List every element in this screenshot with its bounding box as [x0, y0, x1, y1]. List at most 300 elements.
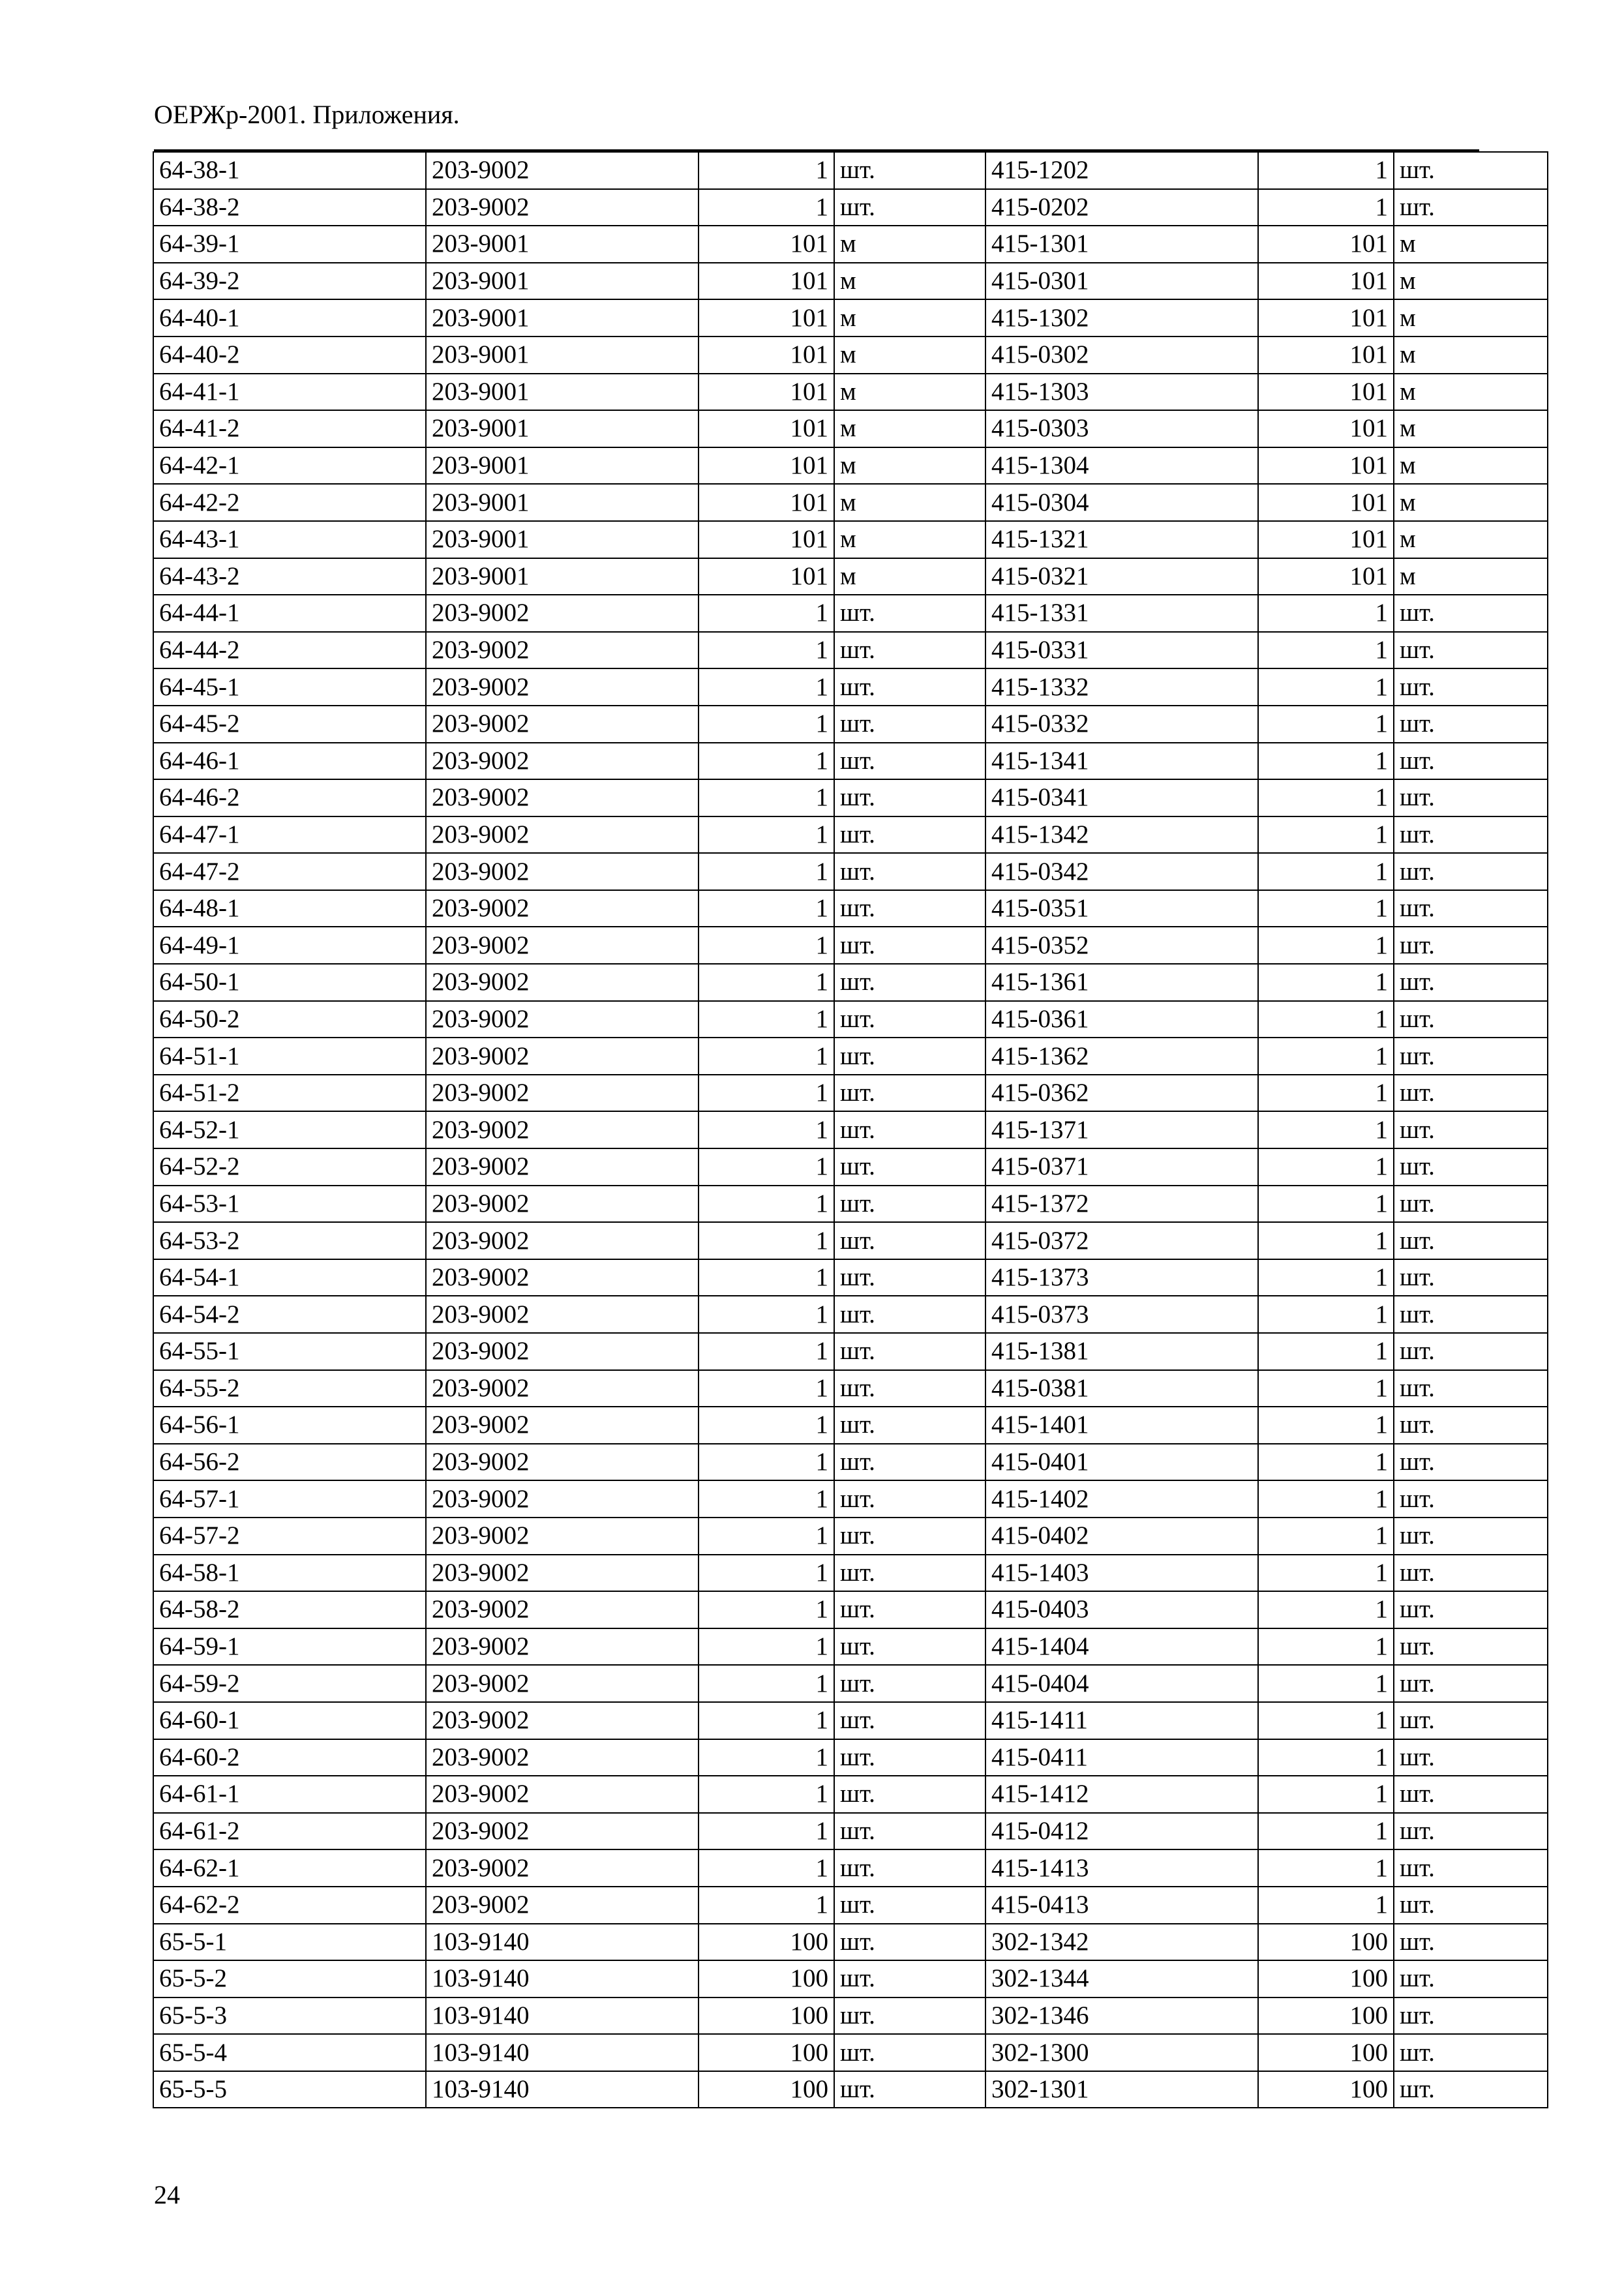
- quantity-cell: 101: [699, 226, 834, 263]
- quantity-cell: 1: [699, 964, 834, 1001]
- resource-code-cell: 203-9002: [426, 706, 699, 743]
- quantity-cell: 100: [699, 1924, 834, 1961]
- resource-code-cell: 103-9140: [426, 1960, 699, 1997]
- table-row: [153, 706, 1548, 743]
- replacement-unit-cell: шт.: [1394, 706, 1548, 743]
- resource-code-cell: 203-9001: [426, 374, 699, 411]
- replacement-code-cell: 302-1301: [985, 2071, 1258, 2108]
- unit-cell: шт.: [834, 1370, 985, 1407]
- table-row: [153, 1222, 1548, 1259]
- unit-cell: м: [834, 337, 985, 374]
- quantity-cell: 1: [699, 890, 834, 927]
- resource-code-cell: 203-9001: [426, 484, 699, 521]
- rate-code-cell: 65-5-2: [153, 1960, 426, 1997]
- quantity-cell: 1: [699, 1887, 834, 1924]
- unit-cell: шт.: [834, 816, 985, 854]
- replacement-quantity-cell: 1: [1258, 1296, 1394, 1333]
- resource-code-cell: 203-9002: [426, 1148, 699, 1186]
- quantity-cell: 1: [699, 1849, 834, 1887]
- table-row: [153, 484, 1548, 521]
- quantity-cell: 1: [699, 816, 834, 854]
- quantity-cell: 1: [699, 1333, 834, 1370]
- replacement-code-cell: 415-1202: [985, 152, 1258, 189]
- table-row: [153, 1259, 1548, 1296]
- replacement-quantity-cell: 1: [1258, 1186, 1394, 1223]
- rate-code-cell: 64-58-2: [153, 1591, 426, 1628]
- rate-code-cell: 64-57-2: [153, 1518, 426, 1555]
- resource-code-cell: 203-9002: [426, 152, 699, 189]
- replacement-quantity-cell: 1: [1258, 1038, 1394, 1075]
- unit-cell: шт.: [834, 1407, 985, 1444]
- unit-cell: м: [834, 484, 985, 521]
- resource-code-cell: 203-9002: [426, 1665, 699, 1702]
- replacement-quantity-cell: 1: [1258, 853, 1394, 890]
- replacement-code-cell: 415-0351: [985, 890, 1258, 927]
- rate-code-cell: 64-51-1: [153, 1038, 426, 1075]
- resource-code-cell: 203-9002: [426, 816, 699, 854]
- replacement-quantity-cell: 1: [1258, 1702, 1394, 1739]
- replacement-quantity-cell: 1: [1258, 890, 1394, 927]
- rate-code-cell: 64-50-2: [153, 1001, 426, 1038]
- replacement-quantity-cell: 1: [1258, 1628, 1394, 1666]
- quantity-cell: 1: [699, 668, 834, 706]
- table-row: [153, 1370, 1548, 1407]
- replacement-quantity-cell: 1: [1258, 1001, 1394, 1038]
- rate-code-cell: 64-42-2: [153, 484, 426, 521]
- table-row: [153, 890, 1548, 927]
- replacement-quantity-cell: 101: [1258, 447, 1394, 485]
- quantity-cell: 1: [699, 1111, 834, 1148]
- unit-cell: шт.: [834, 706, 985, 743]
- resource-code-cell: 203-9001: [426, 299, 699, 337]
- rate-code-cell: 64-39-2: [153, 263, 426, 300]
- replacement-code-cell: 415-0372: [985, 1222, 1258, 1259]
- resource-code-cell: 203-9001: [426, 410, 699, 447]
- rate-code-cell: 64-54-1: [153, 1259, 426, 1296]
- replacement-unit-cell: шт.: [1394, 1259, 1548, 1296]
- replacement-unit-cell: шт.: [1394, 1186, 1548, 1223]
- resource-code-cell: 203-9002: [426, 1739, 699, 1776]
- replacement-quantity-cell: 1: [1258, 189, 1394, 226]
- unit-cell: шт.: [834, 1924, 985, 1961]
- quantity-cell: 101: [699, 447, 834, 485]
- resource-code-cell: 203-9002: [426, 1887, 699, 1924]
- page-number: 24: [154, 2180, 180, 2209]
- replacement-quantity-cell: 100: [1258, 1997, 1394, 2035]
- rate-code-cell: 64-58-1: [153, 1555, 426, 1592]
- rate-code-cell: 65-5-5: [153, 2071, 426, 2108]
- replacement-unit-cell: шт.: [1394, 1148, 1548, 1186]
- rate-code-cell: 64-44-2: [153, 632, 426, 669]
- quantity-cell: 1: [699, 1148, 834, 1186]
- replacement-unit-cell: шт.: [1394, 1075, 1548, 1112]
- replacement-code-cell: 415-0371: [985, 1148, 1258, 1186]
- unit-cell: м: [834, 447, 985, 485]
- table-row: [153, 964, 1548, 1001]
- resource-code-cell: 203-9002: [426, 1702, 699, 1739]
- replacement-quantity-cell: 1: [1258, 1887, 1394, 1924]
- table-row: [153, 1628, 1548, 1666]
- rate-code-cell: 64-56-1: [153, 1407, 426, 1444]
- replacement-code-cell: 415-0302: [985, 337, 1258, 374]
- quantity-cell: 1: [699, 1186, 834, 1223]
- unit-cell: м: [834, 299, 985, 337]
- replacement-unit-cell: шт.: [1394, 1370, 1548, 1407]
- quantity-cell: 1: [699, 1480, 834, 1518]
- replacement-code-cell: 415-1413: [985, 1849, 1258, 1887]
- replacement-unit-cell: шт.: [1394, 595, 1548, 632]
- replacement-unit-cell: шт.: [1394, 2071, 1548, 2108]
- replacement-quantity-cell: 1: [1258, 668, 1394, 706]
- replacement-unit-cell: шт.: [1394, 1813, 1548, 1850]
- table-row: [153, 1665, 1548, 1702]
- replacement-code-cell: 415-0361: [985, 1001, 1258, 1038]
- rate-code-cell: 64-38-2: [153, 189, 426, 226]
- unit-cell: м: [834, 521, 985, 558]
- table-row: [153, 558, 1548, 595]
- rate-code-cell: 64-49-1: [153, 927, 426, 964]
- table-row: [153, 1739, 1548, 1776]
- replacement-unit-cell: шт.: [1394, 1887, 1548, 1924]
- quantity-cell: 1: [699, 1259, 834, 1296]
- replacement-quantity-cell: 1: [1258, 816, 1394, 854]
- table-row: [153, 1776, 1548, 1813]
- replacement-code-cell: 302-1342: [985, 1924, 1258, 1961]
- resource-code-cell: 203-9002: [426, 1222, 699, 1259]
- resource-code-cell: 203-9001: [426, 226, 699, 263]
- replacement-quantity-cell: 1: [1258, 1075, 1394, 1112]
- table-row: [153, 337, 1548, 374]
- unit-cell: м: [834, 226, 985, 263]
- replacement-unit-cell: шт.: [1394, 853, 1548, 890]
- replacement-unit-cell: шт.: [1394, 1924, 1548, 1961]
- rate-code-cell: 64-59-2: [153, 1665, 426, 1702]
- replacement-quantity-cell: 1: [1258, 1259, 1394, 1296]
- quantity-cell: 1: [699, 1038, 834, 1075]
- quantity-cell: 1: [699, 1628, 834, 1666]
- replacement-quantity-cell: 101: [1258, 337, 1394, 374]
- replacement-quantity-cell: 1: [1258, 595, 1394, 632]
- replacement-code-cell: 415-0404: [985, 1665, 1258, 1702]
- rate-code-cell: 64-54-2: [153, 1296, 426, 1333]
- quantity-cell: 101: [699, 521, 834, 558]
- replacement-code-cell: 415-0301: [985, 263, 1258, 300]
- table-row: [153, 1924, 1548, 1961]
- replacement-code-cell: 415-1321: [985, 521, 1258, 558]
- rate-code-cell: 64-52-1: [153, 1111, 426, 1148]
- rate-code-cell: 65-5-4: [153, 2034, 426, 2071]
- replacement-unit-cell: шт.: [1394, 1849, 1548, 1887]
- unit-cell: шт.: [834, 1960, 985, 1997]
- unit-cell: шт.: [834, 1480, 985, 1518]
- replacement-code-cell: 415-0411: [985, 1739, 1258, 1776]
- replacement-unit-cell: шт.: [1394, 1739, 1548, 1776]
- table-row: [153, 226, 1548, 263]
- table-body: [153, 152, 1548, 2108]
- rate-code-cell: 64-62-1: [153, 1849, 426, 1887]
- rate-code-cell: 64-44-1: [153, 595, 426, 632]
- replacement-unit-cell: шт.: [1394, 890, 1548, 927]
- table-row: [153, 1444, 1548, 1481]
- rate-code-cell: 64-46-2: [153, 779, 426, 816]
- replacement-quantity-cell: 1: [1258, 779, 1394, 816]
- resource-code-cell: 203-9002: [426, 1001, 699, 1038]
- unit-cell: шт.: [834, 1111, 985, 1148]
- replacement-quantity-cell: 101: [1258, 410, 1394, 447]
- replacement-unit-cell: шт.: [1394, 1222, 1548, 1259]
- replacement-unit-cell: шт.: [1394, 1001, 1548, 1038]
- replacement-code-cell: 415-0362: [985, 1075, 1258, 1112]
- replacement-unit-cell: м: [1394, 521, 1548, 558]
- rate-code-cell: 64-60-2: [153, 1739, 426, 1776]
- rate-code-cell: 64-42-1: [153, 447, 426, 485]
- table-row: [153, 1186, 1548, 1223]
- replacement-code-cell: 415-0321: [985, 558, 1258, 595]
- replacement-code-cell: 415-0303: [985, 410, 1258, 447]
- rate-code-cell: 64-60-1: [153, 1702, 426, 1739]
- replacement-quantity-cell: 1: [1258, 1591, 1394, 1628]
- quantity-cell: 1: [699, 743, 834, 780]
- replacement-code-cell: 415-1331: [985, 595, 1258, 632]
- replacement-code-cell: 302-1344: [985, 1960, 1258, 1997]
- replacement-unit-cell: шт.: [1394, 1407, 1548, 1444]
- unit-cell: шт.: [834, 1776, 985, 1813]
- quantity-cell: 101: [699, 558, 834, 595]
- replacement-quantity-cell: 1: [1258, 1665, 1394, 1702]
- rate-code-cell: 65-5-1: [153, 1924, 426, 1961]
- rate-code-cell: 64-40-1: [153, 299, 426, 337]
- replacement-quantity-cell: 1: [1258, 743, 1394, 780]
- replacement-quantity-cell: 1: [1258, 1776, 1394, 1813]
- replacement-quantity-cell: 101: [1258, 226, 1394, 263]
- rate-code-cell: 64-53-1: [153, 1186, 426, 1223]
- replacement-code-cell: 302-1300: [985, 2034, 1258, 2071]
- rate-code-cell: 64-43-1: [153, 521, 426, 558]
- unit-cell: шт.: [834, 1075, 985, 1112]
- replacement-unit-cell: м: [1394, 558, 1548, 595]
- quantity-cell: 101: [699, 337, 834, 374]
- replacement-unit-cell: м: [1394, 226, 1548, 263]
- resource-code-cell: 203-9001: [426, 337, 699, 374]
- unit-cell: м: [834, 558, 985, 595]
- replacement-unit-cell: шт.: [1394, 2034, 1548, 2071]
- resource-code-cell: 203-9002: [426, 1038, 699, 1075]
- rate-code-cell: 64-55-1: [153, 1333, 426, 1370]
- table-row: [153, 1702, 1548, 1739]
- resource-code-cell: 203-9001: [426, 447, 699, 485]
- table-row: [153, 816, 1548, 854]
- replacement-unit-cell: шт.: [1394, 964, 1548, 1001]
- replacement-unit-cell: м: [1394, 410, 1548, 447]
- quantity-cell: 1: [699, 1518, 834, 1555]
- quantity-cell: 101: [699, 410, 834, 447]
- replacement-unit-cell: шт.: [1394, 1555, 1548, 1592]
- resource-code-cell: 203-9001: [426, 521, 699, 558]
- replacement-code-cell: 415-1381: [985, 1333, 1258, 1370]
- resource-code-cell: 203-9002: [426, 1075, 699, 1112]
- resource-code-cell: 203-9001: [426, 263, 699, 300]
- replacement-unit-cell: шт.: [1394, 1776, 1548, 1813]
- replacement-quantity-cell: 1: [1258, 1555, 1394, 1592]
- quantity-cell: 101: [699, 263, 834, 300]
- replacement-quantity-cell: 1: [1258, 1222, 1394, 1259]
- quantity-cell: 1: [699, 853, 834, 890]
- unit-cell: шт.: [834, 1628, 985, 1666]
- rate-code-cell: 64-41-2: [153, 410, 426, 447]
- resource-code-cell: 203-9002: [426, 668, 699, 706]
- replacement-unit-cell: шт.: [1394, 1628, 1548, 1666]
- resource-code-cell: 203-9002: [426, 964, 699, 1001]
- table-row: [153, 410, 1548, 447]
- replacement-code-cell: 415-0342: [985, 853, 1258, 890]
- table-row: [153, 1849, 1548, 1887]
- rate-code-cell: 64-41-1: [153, 374, 426, 411]
- table-row: [153, 2034, 1548, 2071]
- replacement-code-cell: 415-1341: [985, 743, 1258, 780]
- quantity-cell: 100: [699, 1997, 834, 2035]
- table-row: [153, 299, 1548, 337]
- unit-cell: шт.: [834, 779, 985, 816]
- replacement-code-cell: 415-1342: [985, 816, 1258, 854]
- unit-cell: шт.: [834, 1665, 985, 1702]
- quantity-cell: 1: [699, 1444, 834, 1481]
- quantity-cell: 100: [699, 2034, 834, 2071]
- unit-cell: шт.: [834, 595, 985, 632]
- table-row: [153, 1887, 1548, 1924]
- rate-code-cell: 64-53-2: [153, 1222, 426, 1259]
- replacement-unit-cell: шт.: [1394, 1444, 1548, 1481]
- replacement-quantity-cell: 101: [1258, 558, 1394, 595]
- unit-cell: шт.: [834, 1997, 985, 2035]
- unit-cell: шт.: [834, 1148, 985, 1186]
- replacement-code-cell: 415-1404: [985, 1628, 1258, 1666]
- replacement-code-cell: 415-1304: [985, 447, 1258, 485]
- replacement-code-cell: 415-1301: [985, 226, 1258, 263]
- unit-cell: м: [834, 263, 985, 300]
- quantity-cell: 1: [699, 1739, 834, 1776]
- rate-code-cell: 64-40-2: [153, 337, 426, 374]
- table-row: [153, 668, 1548, 706]
- resource-code-cell: 203-9002: [426, 1555, 699, 1592]
- unit-cell: шт.: [834, 1259, 985, 1296]
- table-row: [153, 1038, 1548, 1075]
- table-row: [153, 632, 1548, 669]
- replacement-unit-cell: шт.: [1394, 1960, 1548, 1997]
- unit-cell: шт.: [834, 1555, 985, 1592]
- table-row: [153, 1333, 1548, 1370]
- rate-code-cell: 64-61-2: [153, 1813, 426, 1850]
- unit-cell: шт.: [834, 1333, 985, 1370]
- unit-cell: шт.: [834, 1887, 985, 1924]
- resource-code-cell: 103-9140: [426, 2071, 699, 2108]
- replacement-code-cell: 415-1303: [985, 374, 1258, 411]
- quantity-cell: 1: [699, 1813, 834, 1850]
- replacement-unit-cell: м: [1394, 374, 1548, 411]
- table-row: [153, 853, 1548, 890]
- unit-cell: шт.: [834, 1702, 985, 1739]
- replacement-code-cell: 415-0202: [985, 189, 1258, 226]
- table-row: [153, 1591, 1548, 1628]
- rate-code-cell: 64-38-1: [153, 152, 426, 189]
- unit-cell: шт.: [834, 2034, 985, 2071]
- quantity-cell: 1: [699, 1591, 834, 1628]
- quantity-cell: 1: [699, 189, 834, 226]
- quantity-cell: 1: [699, 1370, 834, 1407]
- replacement-code-cell: 415-1411: [985, 1702, 1258, 1739]
- replacement-quantity-cell: 1: [1258, 1407, 1394, 1444]
- replacement-quantity-cell: 1: [1258, 1370, 1394, 1407]
- unit-cell: м: [834, 410, 985, 447]
- replacement-unit-cell: м: [1394, 299, 1548, 337]
- replacement-unit-cell: м: [1394, 447, 1548, 485]
- rate-code-cell: 64-52-2: [153, 1148, 426, 1186]
- replacement-quantity-cell: 100: [1258, 2034, 1394, 2071]
- resource-code-cell: 203-9002: [426, 1407, 699, 1444]
- replacement-quantity-cell: 1: [1258, 1813, 1394, 1850]
- resource-code-cell: 203-9002: [426, 189, 699, 226]
- unit-cell: шт.: [834, 1001, 985, 1038]
- replacement-code-cell: 415-1362: [985, 1038, 1258, 1075]
- rate-code-cell: 64-62-2: [153, 1887, 426, 1924]
- resource-code-cell: 203-9002: [426, 1370, 699, 1407]
- table-row: [153, 189, 1548, 226]
- table-row: [153, 1001, 1548, 1038]
- replacement-code-cell: 415-0413: [985, 1887, 1258, 1924]
- unit-cell: шт.: [834, 2071, 985, 2108]
- quantity-cell: 1: [699, 595, 834, 632]
- table-row: [153, 927, 1548, 964]
- table-row: [153, 1518, 1548, 1555]
- table-row: [153, 1407, 1548, 1444]
- quantity-cell: 1: [699, 1296, 834, 1333]
- quantity-cell: 100: [699, 2071, 834, 2108]
- replacement-code-cell: 415-0341: [985, 779, 1258, 816]
- replacement-quantity-cell: 1: [1258, 1480, 1394, 1518]
- unit-cell: шт.: [834, 152, 985, 189]
- rate-code-cell: 64-45-2: [153, 706, 426, 743]
- resource-code-cell: 103-9140: [426, 1924, 699, 1961]
- unit-cell: шт.: [834, 668, 985, 706]
- page-header: ОЕРЖр-2001. Приложения.: [154, 100, 460, 129]
- resource-code-cell: 203-9002: [426, 890, 699, 927]
- replacement-code-cell: 415-0412: [985, 1813, 1258, 1850]
- rate-code-cell: 64-55-2: [153, 1370, 426, 1407]
- resource-code-cell: 103-9140: [426, 1997, 699, 2035]
- resource-code-cell: 203-9002: [426, 1296, 699, 1333]
- quantity-cell: 1: [699, 152, 834, 189]
- replacement-code-cell: 415-1373: [985, 1259, 1258, 1296]
- replacement-quantity-cell: 1: [1258, 1739, 1394, 1776]
- replacement-unit-cell: шт.: [1394, 816, 1548, 854]
- table-row: [153, 779, 1548, 816]
- quantity-cell: 101: [699, 484, 834, 521]
- replacement-unit-cell: м: [1394, 263, 1548, 300]
- quantity-cell: 1: [699, 706, 834, 743]
- resource-code-cell: 203-9002: [426, 1480, 699, 1518]
- resource-code-cell: 203-9002: [426, 1849, 699, 1887]
- table-row: [153, 2071, 1548, 2108]
- resource-code-cell: 203-9002: [426, 1518, 699, 1555]
- replacement-quantity-cell: 1: [1258, 1111, 1394, 1148]
- replacement-code-cell: 415-1332: [985, 668, 1258, 706]
- unit-cell: шт.: [834, 1444, 985, 1481]
- unit-cell: шт.: [834, 1186, 985, 1223]
- replacement-unit-cell: шт.: [1394, 1111, 1548, 1148]
- quantity-cell: 1: [699, 779, 834, 816]
- table-row: [153, 1997, 1548, 2035]
- replacement-code-cell: 415-0352: [985, 927, 1258, 964]
- table-row: [153, 374, 1548, 411]
